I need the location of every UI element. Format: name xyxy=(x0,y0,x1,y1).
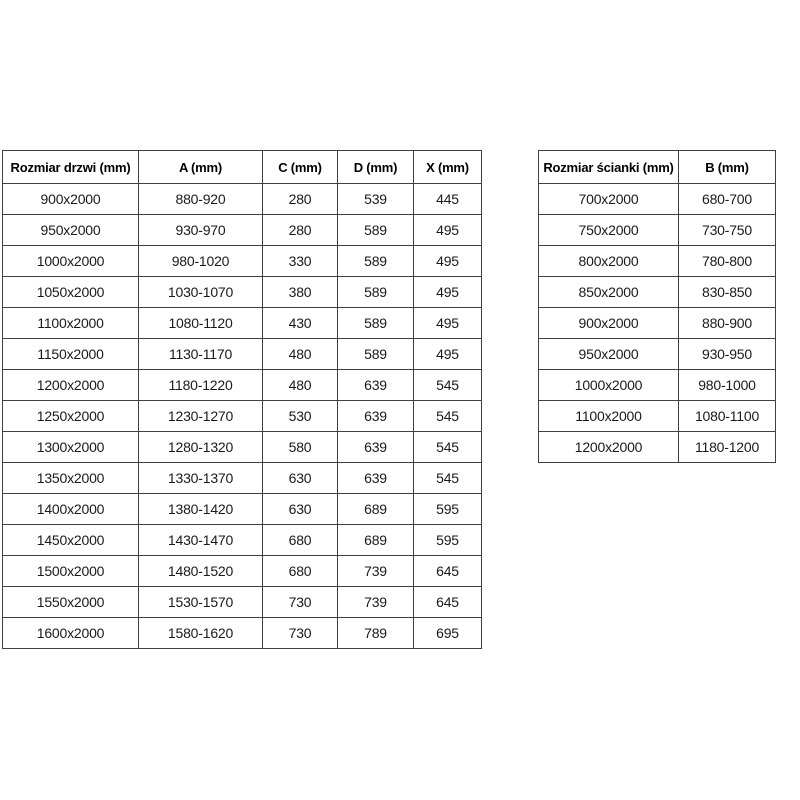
table-cell: 789 xyxy=(338,618,414,649)
table-cell: 530 xyxy=(263,401,338,432)
table-cell: 695 xyxy=(414,618,482,649)
table-cell: 980-1020 xyxy=(139,246,263,277)
column-header: C (mm) xyxy=(263,151,338,184)
table-cell: 880-900 xyxy=(679,308,776,339)
table-cell: 1100x2000 xyxy=(3,308,139,339)
table-cell: 589 xyxy=(338,215,414,246)
table-cell: 1550x2000 xyxy=(3,587,139,618)
table-cell: 1500x2000 xyxy=(3,556,139,587)
table-cell: 680-700 xyxy=(679,184,776,215)
table-cell: 630 xyxy=(263,463,338,494)
table-cell: 750x2000 xyxy=(539,215,679,246)
table-row xyxy=(3,184,482,215)
table-cell: 739 xyxy=(338,587,414,618)
table-cell: 1330-1370 xyxy=(139,463,263,494)
table-cell: 495 xyxy=(414,215,482,246)
table-cell: 730 xyxy=(263,618,338,649)
table-cell: 1250x2000 xyxy=(3,401,139,432)
table-cell: 495 xyxy=(414,308,482,339)
table-cell: 950x2000 xyxy=(539,339,679,370)
table-cell: 639 xyxy=(338,463,414,494)
table-row xyxy=(3,556,482,587)
door-sizes-header-row xyxy=(3,151,482,184)
table-cell: 580 xyxy=(263,432,338,463)
table-cell: 545 xyxy=(414,370,482,401)
table-row xyxy=(3,494,482,525)
table-cell: 639 xyxy=(338,370,414,401)
table-row xyxy=(3,370,482,401)
table-cell: 1400x2000 xyxy=(3,494,139,525)
table-cell: 545 xyxy=(414,401,482,432)
table-row xyxy=(3,246,482,277)
table-cell: 545 xyxy=(414,463,482,494)
table-cell: 1380-1420 xyxy=(139,494,263,525)
table-cell: 800x2000 xyxy=(539,246,679,277)
table-cell: 700x2000 xyxy=(539,184,679,215)
table-cell: 1480-1520 xyxy=(139,556,263,587)
table-cell: 830-850 xyxy=(679,277,776,308)
table-cell: 1280-1320 xyxy=(139,432,263,463)
table-row xyxy=(539,215,776,246)
table-row xyxy=(539,277,776,308)
table-cell: 730 xyxy=(263,587,338,618)
table-cell: 639 xyxy=(338,401,414,432)
table-cell: 1530-1570 xyxy=(139,587,263,618)
table-row xyxy=(539,246,776,277)
table-row xyxy=(3,432,482,463)
table-row xyxy=(539,401,776,432)
table-cell: 1350x2000 xyxy=(3,463,139,494)
table-cell: 480 xyxy=(263,339,338,370)
table-cell: 680 xyxy=(263,525,338,556)
table-cell: 950x2000 xyxy=(3,215,139,246)
column-header: D (mm) xyxy=(338,151,414,184)
table-cell: 980-1000 xyxy=(679,370,776,401)
table-row xyxy=(539,308,776,339)
table-cell: 1300x2000 xyxy=(3,432,139,463)
table-cell: 730-750 xyxy=(679,215,776,246)
column-header: Rozmiar ścianki (mm) xyxy=(539,151,679,184)
table-cell: 900x2000 xyxy=(3,184,139,215)
table-cell: 930-950 xyxy=(679,339,776,370)
table-row xyxy=(3,215,482,246)
table-cell: 1180-1200 xyxy=(679,432,776,463)
table-cell: 430 xyxy=(263,308,338,339)
table-cell: 689 xyxy=(338,494,414,525)
table-row xyxy=(3,339,482,370)
table-row xyxy=(3,525,482,556)
table-cell: 900x2000 xyxy=(539,308,679,339)
table-row xyxy=(3,618,482,649)
table-row xyxy=(539,432,776,463)
table-cell: 645 xyxy=(414,587,482,618)
table-cell: 1080-1100 xyxy=(679,401,776,432)
table-cell: 589 xyxy=(338,246,414,277)
table-cell: 330 xyxy=(263,246,338,277)
table-cell: 495 xyxy=(414,246,482,277)
table-cell: 630 xyxy=(263,494,338,525)
table-cell: 1030-1070 xyxy=(139,277,263,308)
table-cell: 445 xyxy=(414,184,482,215)
table-cell: 1200x2000 xyxy=(3,370,139,401)
table-cell: 1600x2000 xyxy=(3,618,139,649)
column-header: Rozmiar drzwi (mm) xyxy=(3,151,139,184)
table-cell: 1180-1220 xyxy=(139,370,263,401)
column-header: B (mm) xyxy=(679,151,776,184)
table-cell: 1100x2000 xyxy=(539,401,679,432)
table-cell: 589 xyxy=(338,339,414,370)
table-cell: 480 xyxy=(263,370,338,401)
table-cell: 1000x2000 xyxy=(3,246,139,277)
column-header: A (mm) xyxy=(139,151,263,184)
table-cell: 639 xyxy=(338,432,414,463)
table-cell: 1430-1470 xyxy=(139,525,263,556)
column-header: X (mm) xyxy=(414,151,482,184)
table-cell: 280 xyxy=(263,215,338,246)
table-cell: 589 xyxy=(338,308,414,339)
table-row xyxy=(3,401,482,432)
table-cell: 589 xyxy=(338,277,414,308)
table-cell: 780-800 xyxy=(679,246,776,277)
wall-sizes-table xyxy=(538,150,776,463)
table-row xyxy=(3,277,482,308)
table-cell: 739 xyxy=(338,556,414,587)
table-cell: 1050x2000 xyxy=(3,277,139,308)
table-cell: 680 xyxy=(263,556,338,587)
table-cell: 1230-1270 xyxy=(139,401,263,432)
table-cell: 645 xyxy=(414,556,482,587)
table-cell: 1200x2000 xyxy=(539,432,679,463)
table-cell: 595 xyxy=(414,525,482,556)
table-cell: 1000x2000 xyxy=(539,370,679,401)
table-row xyxy=(539,339,776,370)
table-cell: 280 xyxy=(263,184,338,215)
table-cell: 1130-1170 xyxy=(139,339,263,370)
table-cell: 850x2000 xyxy=(539,277,679,308)
table-cell: 545 xyxy=(414,432,482,463)
door-sizes-table xyxy=(2,150,482,649)
table-row xyxy=(3,308,482,339)
table-cell: 930-970 xyxy=(139,215,263,246)
table-cell: 539 xyxy=(338,184,414,215)
table-cell: 595 xyxy=(414,494,482,525)
table-cell: 1580-1620 xyxy=(139,618,263,649)
table-cell: 689 xyxy=(338,525,414,556)
table-cell: 1150x2000 xyxy=(3,339,139,370)
wall-sizes-header-row xyxy=(539,151,776,184)
table-cell: 1080-1120 xyxy=(139,308,263,339)
table-cell: 495 xyxy=(414,277,482,308)
table-row xyxy=(3,463,482,494)
table-row xyxy=(539,370,776,401)
table-cell: 380 xyxy=(263,277,338,308)
table-cell: 495 xyxy=(414,339,482,370)
table-cell: 1450x2000 xyxy=(3,525,139,556)
table-row xyxy=(539,184,776,215)
table-row xyxy=(3,587,482,618)
table-cell: 880-920 xyxy=(139,184,263,215)
